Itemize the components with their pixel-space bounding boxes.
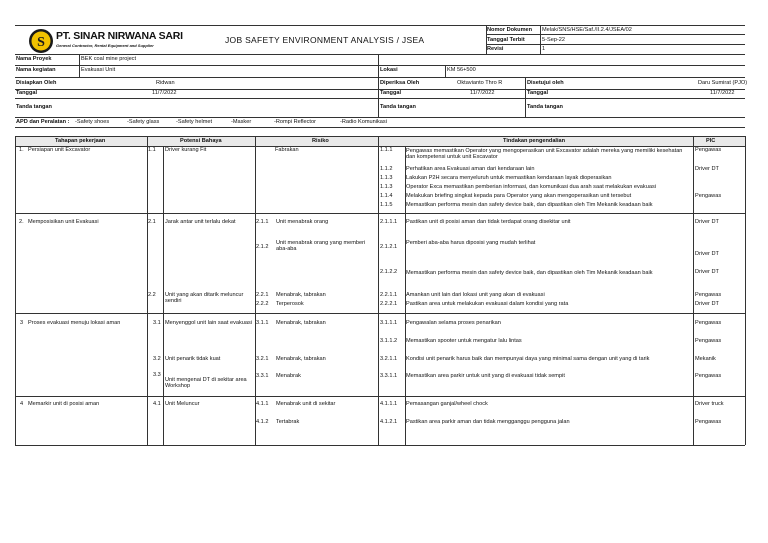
risk-number: 3.2.1 — [256, 356, 269, 362]
control-number: 1.1.4 — [380, 193, 393, 199]
risk-text: Menabrak, tabrakan — [276, 292, 326, 298]
col-header-tahapan: Tahapan pekerjaan — [55, 138, 106, 144]
location-label: Lokasi — [380, 67, 398, 73]
hazard-number: 3.2 — [153, 356, 161, 362]
control-number: 2.2.2.1 — [380, 301, 398, 307]
hazard-number: 2.1 — [148, 219, 156, 225]
control-number: 3.1.1.1 — [380, 320, 398, 326]
hazard-number: 3.1 — [153, 320, 161, 326]
risk-number: 2.1.1 — [256, 219, 269, 225]
risk-text: Unit menabrak orang — [276, 219, 329, 225]
doc-meta-value: 1 — [542, 46, 546, 52]
control-text: Pastikan unit di posisi aman dan tidak terdapat orang disekitar unit — [406, 219, 571, 225]
pic-text: Pengawas — [695, 338, 722, 344]
prepared-date: 11/7/2022 — [152, 90, 177, 96]
activity-label: Nama kegiatan — [16, 67, 56, 73]
pic-text: Driver DT — [695, 301, 719, 307]
hazard-number: 4.1 — [153, 401, 161, 407]
apd-item: -Safety shoes — [75, 119, 110, 125]
control-number: 2.1.2.1 — [380, 244, 398, 250]
step-text: Memposisikan unit Evakuasi — [28, 219, 99, 225]
company-logo — [28, 28, 54, 54]
project-name: BEK coal mine project — [81, 56, 137, 62]
pic-text: Pengawas — [695, 193, 722, 199]
col-header-tindakan: Tindakan pengendalian — [503, 138, 566, 144]
pic-text: Driver DT — [695, 219, 719, 225]
risk-text: Menabrak unit di sekitar — [276, 401, 336, 407]
control-number: 3.3.1.1 — [380, 373, 398, 379]
prepared-by-label: Disiapkan Oleh — [16, 80, 57, 86]
approved-by-label: Disetujui oleh — [527, 80, 564, 86]
control-number: 1.1.2 — [380, 166, 393, 172]
risk-text: Unit menabrak orang yang memberi aba-aba — [276, 240, 366, 253]
hazard-number: 1.1 — [148, 147, 156, 153]
pic-text: Driver DT — [695, 251, 719, 257]
location-value: KM 56+500 — [447, 67, 476, 73]
control-number: 1.1.1 — [380, 147, 393, 153]
control-number: 4.1.1.1 — [380, 401, 398, 407]
control-number: 2.2.1.1 — [380, 292, 398, 298]
hazard-text: Unit mengenai DT di sekitar area Workshop — [165, 377, 247, 390]
control-text: Memastikan performa mesin dan safety device baik, dan dipastikan oleh Tim Mekanik keadaan baik — [406, 270, 653, 276]
control-text: Memastikan spooter untuk mengatur lalu lintas — [406, 338, 522, 344]
pic-text: Driver DT — [695, 269, 719, 275]
control-text: Pemberi aba-aba harus diposisi yang mudah terlihat — [406, 240, 536, 246]
control-text: Memastikan area parkir untuk unit yang di evakuasi tidak sempit — [406, 373, 565, 379]
col-header-risiko: Risiko — [312, 138, 329, 144]
risk-number: 2.2.2 — [256, 301, 269, 307]
date-label: Tanggal — [380, 90, 402, 96]
control-text: Operator Exca memastikan pemberian informasi, dan komunikasi dua arah saat melakukan evakuasi — [406, 184, 656, 190]
company-name: PT. SINAR NIRWANA SARI — [56, 30, 183, 42]
apd-label: APD dan Peralatan : — [16, 119, 70, 125]
control-text: Amankan unit lain dari lokasi unit yang akan di evakuasi — [406, 292, 545, 298]
risk-text: Terperosok — [276, 301, 304, 307]
control-text: Pengawas memastikan Operator yang mengoperasikan unit Excavator adalah mereka yang memiliki kesehatan dan kompetensi untuk unit Excavator — [406, 148, 683, 161]
control-number: 1.1.3 — [380, 175, 393, 181]
pic-text: Pengawas — [695, 292, 722, 298]
control-text: Perhatikan area Evakuasi aman dari kendaraan lain — [406, 166, 535, 172]
risk-text: Menabrak — [276, 373, 301, 379]
control-number: 2.1.2.2 — [380, 269, 398, 275]
doc-meta-label: Tanggal Terbit — [487, 37, 525, 43]
step-text: Memarkir unit di posisi aman — [28, 401, 100, 407]
control-text: Pastikan area parkir aman dan tidak mengganggu pengguna jalan — [406, 419, 570, 425]
hazard-number: 2.2 — [148, 292, 156, 298]
pic-text: Mekanik — [695, 356, 716, 362]
checked-date: 11/7/2022 — [470, 90, 495, 96]
project-name-label: Nama Proyek — [16, 56, 52, 62]
checked-by-label: Diperiksa Oleh — [380, 80, 420, 86]
step-number: 4 — [20, 401, 24, 407]
pic-text: Driver truck — [695, 401, 724, 407]
doc-meta-label: Revisi — [487, 46, 504, 52]
step-text: Proses evakuasi menuju lokasi aman — [28, 320, 121, 326]
hazard-text: Menyenggol unit lain saat evakuasi — [165, 320, 253, 326]
date-label: Tanggal — [527, 90, 549, 96]
apd-item: -Safety glass — [127, 119, 160, 125]
prepared-by: Ridwan — [156, 80, 175, 86]
control-number: 1.1.5 — [380, 202, 393, 208]
control-number: 4.1.2.1 — [380, 419, 398, 425]
risk-text: Tertabrak — [276, 419, 300, 425]
risk-number: 3.1.1 — [256, 320, 269, 326]
step-number: 1. — [19, 147, 24, 153]
approved-date: 11/7/2022 — [710, 90, 735, 96]
risk-text: Menabrak, tabrakan — [276, 356, 326, 362]
apd-item: -Rompi Reflector — [274, 119, 316, 125]
control-text: Lakukan P2H secara menyeluruh untuk memastikan kendaraan layak dioperasikan — [406, 175, 612, 181]
risk-text: Fabrakan — [275, 147, 299, 153]
control-text: Pengawalan selama proses penarikan — [406, 320, 501, 326]
doc-meta-value: Melak/SNS/HSE/Saf./II.2.4/JSEA/02 — [542, 27, 632, 33]
pic-text: Pengawas — [695, 419, 722, 425]
risk-number: 2.2.1 — [256, 292, 269, 298]
company-tagline: General Contractor, Rental Equipment and Supplier — [56, 43, 154, 48]
hazard-number: 3.3 — [153, 372, 161, 378]
control-number: 2.1.1.1 — [380, 219, 398, 225]
risk-number: 4.1.1 — [256, 401, 269, 407]
control-text: Melakukan briefing singkat kepada para Operator yang akan mengoperasikan unit tersebut — [406, 193, 632, 199]
step-number: 2. — [19, 219, 24, 225]
svg-text:S: S — [37, 35, 45, 50]
hazard-text: Unit penarik tidak kuat — [165, 356, 221, 362]
step-number: 3 — [20, 320, 24, 326]
pic-text: Pengawas — [695, 320, 722, 326]
doc-title: JOB SAFETY ENVIRONMENT ANALYSIS / JSEA — [225, 35, 425, 45]
risk-number: 3.3.1 — [256, 373, 269, 379]
control-number: 3.2.1.1 — [380, 356, 398, 362]
checked-by: Oktavianto Thro R — [457, 80, 503, 86]
apd-item: -Radio Komunikasi — [340, 119, 387, 125]
risk-number: 2.1.2 — [256, 244, 269, 250]
col-header-potensi: Potensi Bahaya — [180, 138, 222, 144]
control-number: 3.1.1.2 — [380, 338, 398, 344]
signature-label: Tanda tangan — [16, 104, 52, 110]
signature-label: Tanda tangan — [380, 104, 416, 110]
activity-name: Evakuasi Unit — [81, 67, 116, 73]
hazard-text: Unit yang akan ditarik meluncur sendiri — [165, 292, 244, 305]
hazard-text: Unit Meluncur — [165, 401, 200, 407]
control-text: Kondisi unit penarik harus baik dan mempunyai daya yang minimal sama dengan unit yang di tarik — [406, 356, 650, 362]
apd-item: -Safety helmet — [176, 119, 213, 125]
approved-by: Daru Sumirat (PJO) — [698, 80, 748, 86]
hazard-text: Jarak antar unit terlalu dekat — [165, 219, 236, 225]
risk-number: 4.1.2 — [256, 419, 269, 425]
date-label: Tanggal — [16, 90, 38, 96]
doc-meta-label: Nomor Dokumen — [487, 27, 533, 33]
control-number: 1.1.3 — [380, 184, 393, 190]
control-text: Pemasangan ganjal/wheel chock — [406, 401, 488, 407]
hazard-text: Driver kurang Fit — [165, 147, 207, 153]
step-text: Persiapan unit Excavator — [28, 147, 91, 153]
doc-meta-value: 5-Sep-22 — [542, 37, 566, 43]
apd-item: -Masker — [231, 119, 252, 125]
control-text: Pastikan area untuk melakukan evakuasi dalam kondisi yang rata — [406, 301, 569, 307]
control-text: Memastikan performa mesin dan safety device baik, dan dipastikan oleh Tim Mekanik keadaan baik — [406, 202, 653, 208]
pic-text: Pengawas — [695, 147, 722, 153]
risk-text: Menabrak, tabrakan — [276, 320, 326, 326]
pic-text: Pengawas — [695, 373, 722, 379]
col-header-pic: PIC — [706, 138, 716, 144]
pic-text: Driver DT — [695, 166, 719, 172]
signature-label: Tanda tangan — [527, 104, 563, 110]
